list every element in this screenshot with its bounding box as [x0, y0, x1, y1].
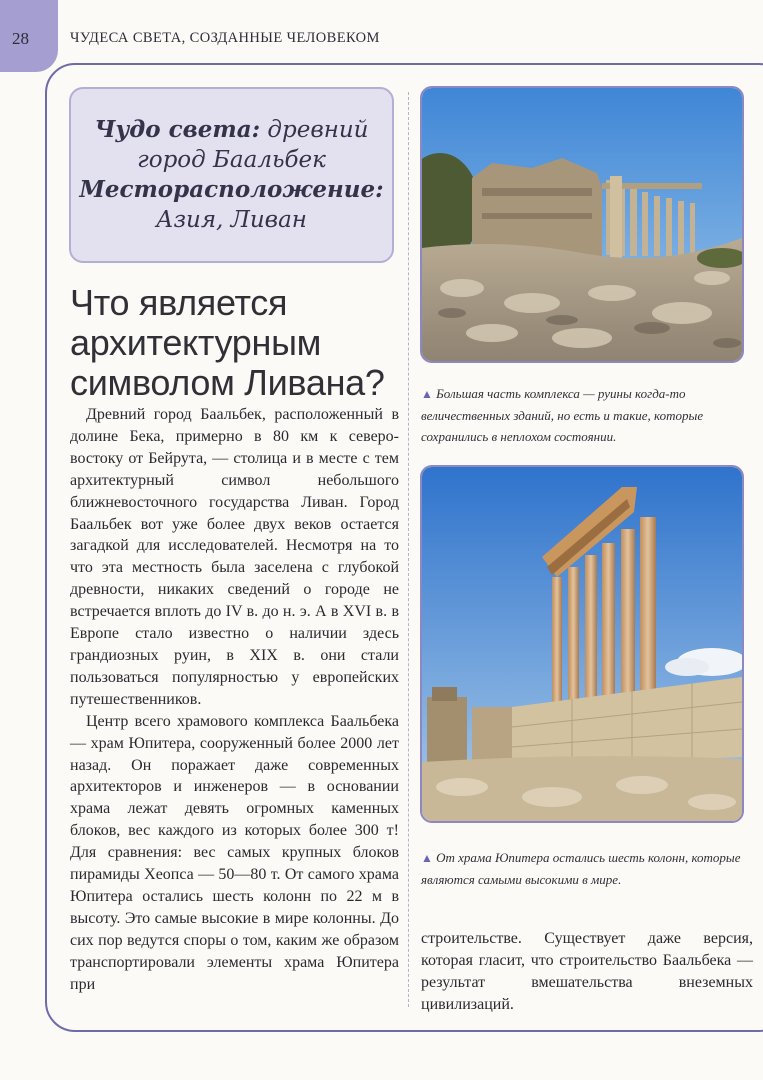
triangle-icon: ▲ [421, 387, 433, 401]
running-title: ЧУДЕСА СВЕТА, СОЗДАННЫЕ ЧЕЛОВЕКОМ [70, 30, 380, 46]
headline-line-2: архитектурным [70, 322, 322, 363]
caption-photo-1 [421, 383, 751, 447]
article-body-left [70, 404, 399, 995]
info-box [69, 87, 394, 263]
article-body-right [421, 928, 753, 1016]
headline-line-1: Что является [70, 282, 288, 323]
caption-photo-2 [421, 847, 751, 890]
info-wonder-value-1: древний [267, 117, 369, 143]
photo-baalbek-ruins [420, 86, 744, 363]
info-location-label: Месторасположение: [79, 176, 384, 203]
page-number-tab [0, 0, 58, 72]
photo-temple-of-jupiter [420, 465, 744, 823]
info-wonder-row-2 [137, 145, 326, 175]
columns-photo-illustration [422, 467, 742, 821]
info-location-value: Азия, Ливан [156, 207, 307, 233]
column-divider [408, 92, 409, 1007]
info-wonder-label: Чудо света: [94, 116, 261, 143]
caption-photo-2-text: От храма Юпитера остались шесть колонн, которые являются самыми высокими в мире. [421, 850, 741, 887]
headline-line-3: символом Ливана? [70, 362, 385, 403]
info-wonder-row [95, 115, 369, 145]
body-paragraph-2: Центр всего храмового комплекса Баальбека — храм Юпитера, сооруженный более 2000 лет назад. Он поражает даже современных архитекторов и инженеров — в основании храма лежат девять огромных каменных блоков, вес каждого из которых более 300 т! Для сравнения: вес самых крупных блоков пирамиды Хеопса — 50—80 т. От самого храма Юпитера остались шесть колонн по 22 м в высоту. Это самые высокие в мире колонны. До сих пор ведутся споры о том, каким же образом транспортировали элементы храма Юпитера при [70, 712, 399, 993]
body-paragraph-2-continued: строительстве. Существует даже версия, которая гласит, что строительство Баальбека — результат вмешательства внеземных цивилизаций. [421, 930, 753, 1013]
info-location-value-row [156, 205, 307, 235]
page-number: 28 [12, 29, 29, 48]
info-wonder-value-2: город Баальбек [137, 147, 326, 173]
body-paragraph-1: Древний город Баальбек, расположенный в долине Бека, примерно в 80 км к северо-востоку от Бейрута, — столица и в месте с тем архитектурный символ небольшого ближневосточного государства Ливан. Город Баальбек вот уже более двух веков остается загадкой для исследователей. Несмотря на то что эта местность была заселена с глубокой древности, никаких сведений о городе не встречается вплоть до IV в. до н. э. А в XVI в. в Европе стало известно о наличии здесь грандиозных руин, в XIX в. они стали пользоваться популярностью у европейских путешественников. [70, 406, 399, 708]
article-headline [70, 283, 410, 403]
triangle-icon: ▲ [421, 851, 433, 865]
ruins-photo-illustration [422, 88, 742, 361]
caption-photo-1-text: Большая часть комплекса — руины когда-то величественных зданий, но есть и такие, которые сохранились в неплохом состоянии. [421, 386, 704, 444]
info-location-row [79, 175, 383, 205]
